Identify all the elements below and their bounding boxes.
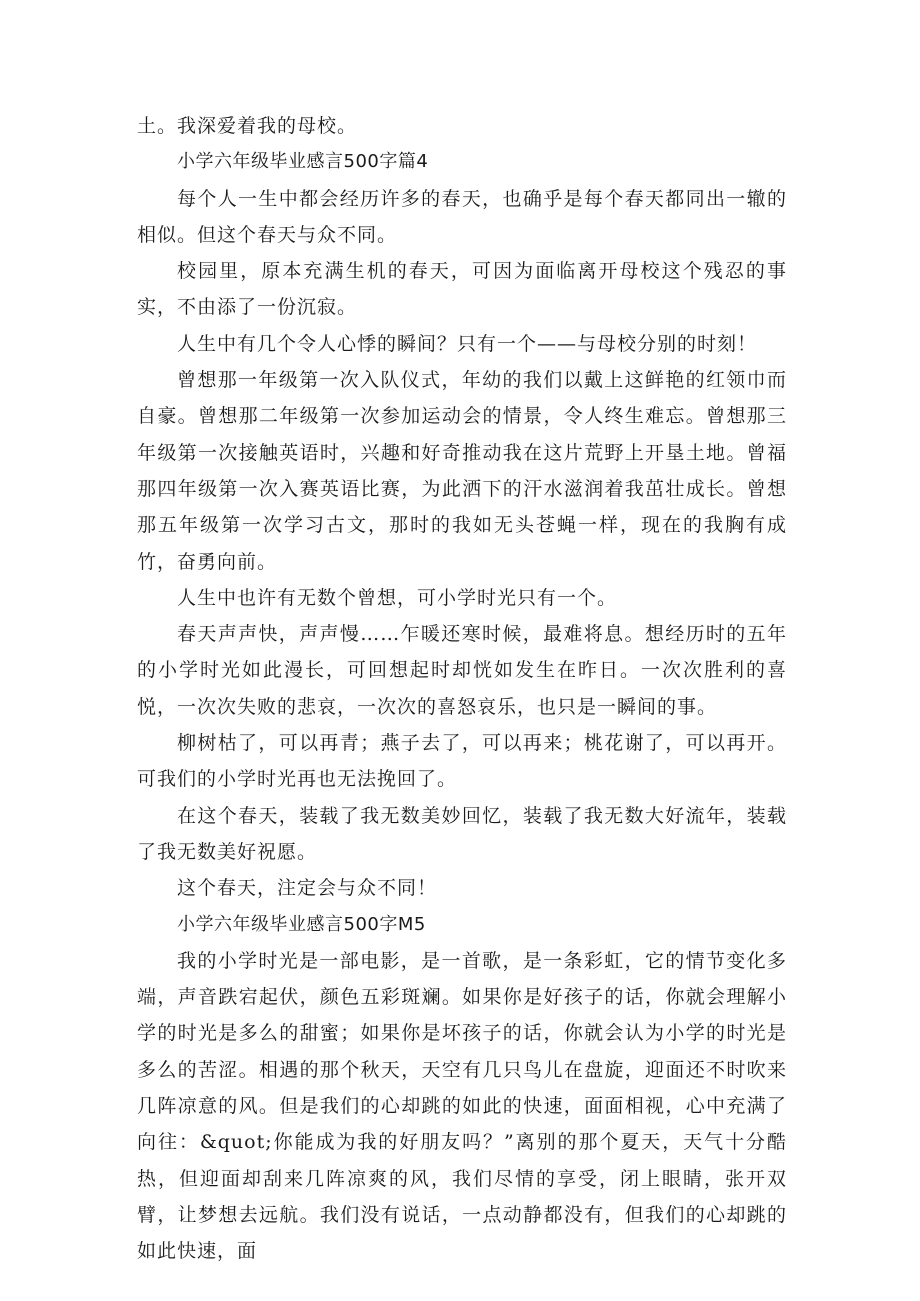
paragraph: 曾想那一年级第一次入队仪式，年幼的我们以戴上这鲜艳的红领巾而自豪。曾想那二年级第一次参加运动会的情景，令人终生难忘。曾想那三年级第一次接触英语时，兴趣和好奇推动我在这片荒野上开垦土地。曾福那四年级第一次入赛英语比赛，为此洒下的汗水滋润着我茁壮成长。曾想那五年级第一次学习古文，那时的我如无头苍蝇一样，现在的我胸有成竹，奋勇向前。 — [137, 369, 787, 573]
paragraph: 柳树枯了，可以再青；燕子去了，可以再来；桃花谢了，可以再开。可我们的小学时光再也无法挽回了。 — [137, 732, 787, 791]
paragraph: 人生中也许有无数个曾想，可小学时光只有一个。 — [177, 586, 618, 609]
paragraph: 校园里，原本充满生机的春天，可因为面临离开母校这个残忍的事实，不由添了一份沉寂。 — [137, 260, 787, 319]
paragraph: 土。我深爱着我的母校。 — [137, 115, 358, 137]
paragraph: 我的小学时光是一部电影，是一首歌，是一条彩虹，它的情节变化多端，声音跌宕起伏，颜色五彩斑斓。如果你是好孩子的话，你就会理解小学的时光是多么的甜蜜；如果你是坏孩子的话，你就会认为小学的时光是多么的苦涩。相遇的那个秋天，天空有几只鸟儿在盘旋，迎面还不时吹来几阵凉意的风。但是我们的心却跳的如此的快速，面面相视，心中充满了向往：&quot;你能成为我的好朋友吗？”离别的那个夏天，天气十分酷热，但迎面却刮来几阵凉爽的风，我们尽情的享受，闭上眼睛，张开双臂，让梦想去远航。我们没有说话，一点动静都没有，但我们的心却跳的如此快速，面 — [137, 949, 787, 1263]
paragraph: 在这个春天，装载了我无数美妙回忆，装载了我无数大好流年，装载了我无数美好祝愿。 — [137, 804, 787, 863]
paragraph: 每个人一生中都会经历许多的春天，也确乎是每个春天都同出一辙的相似。但这个春天与众不同。 — [137, 187, 787, 246]
paragraph: 人生中有几个令人心悸的瞬间？只有一个——与母校分别的时刻！ — [177, 332, 758, 355]
section-heading: 小学六年级毕业感言500字M5 — [177, 913, 426, 935]
paragraph: 春天声声快，声声慢……乍暖还寒时候，最难将息。想经历时的五年的小学时光如此漫长，可回想起时却恍如发生在昨日。一次次胜利的喜悦，一次次失败的悲哀，一次次的喜怒哀乐，也只是一瞬间的事。 — [137, 623, 787, 718]
paragraph: 这个春天，注定会与众不同！ — [177, 877, 438, 900]
document-body — [137, 108, 787, 1270]
section-heading: 小学六年级毕业感言500字篇4 — [177, 151, 429, 173]
